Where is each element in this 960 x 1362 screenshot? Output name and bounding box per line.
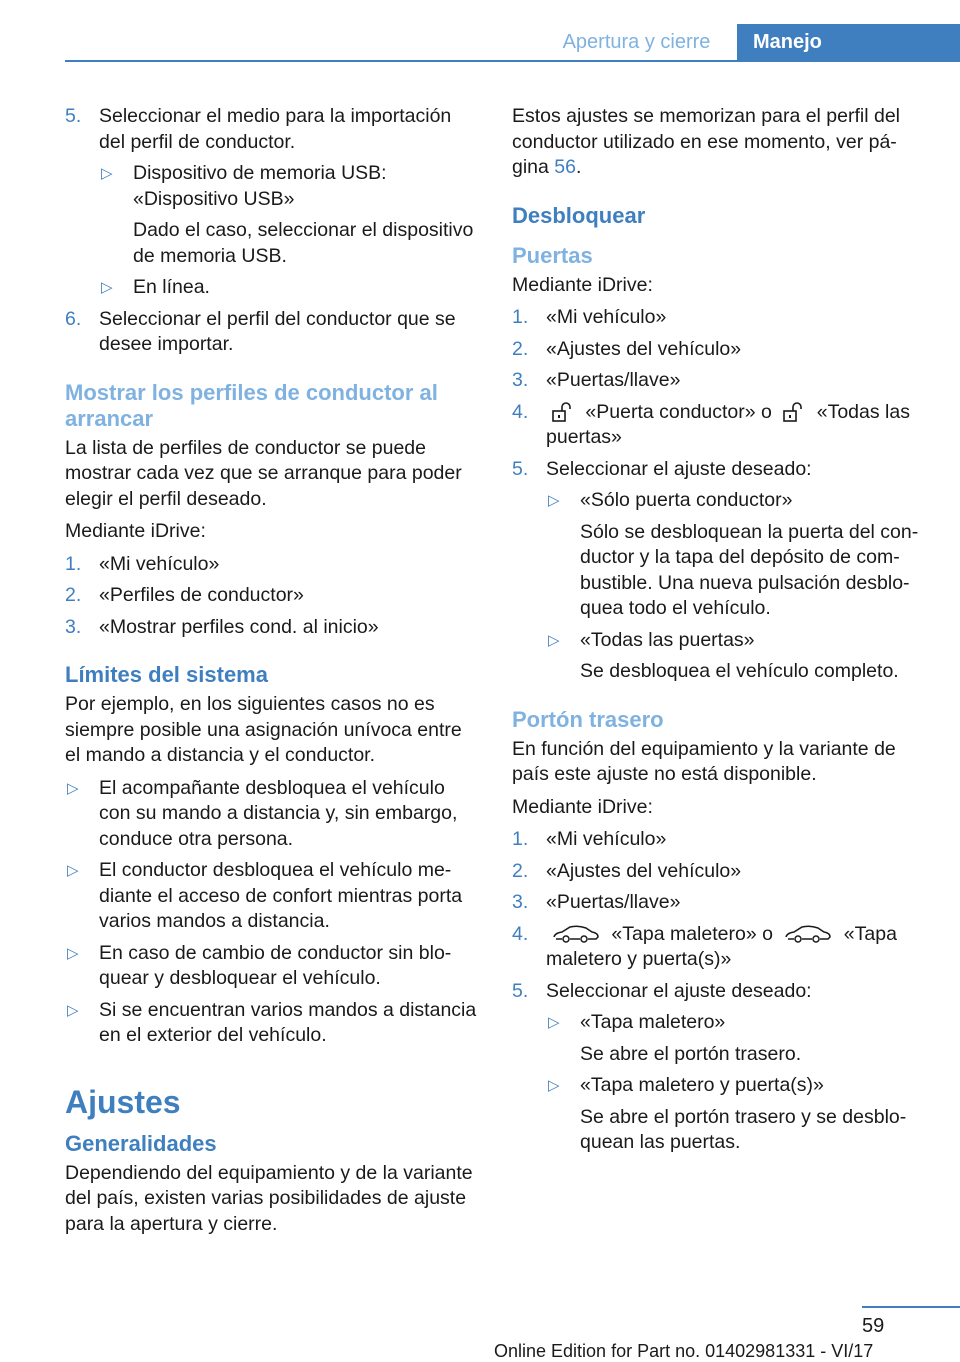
list-item — [512, 305, 932, 331]
sub-item — [99, 275, 480, 301]
sub-note: Se abre el portón trasero. — [580, 1042, 802, 1065]
list-item — [512, 368, 932, 394]
step-text: Seleccionar el medio para la importación del perfil de conductor. — [99, 105, 452, 153]
triangle-bullet-icon: ▷ — [548, 631, 560, 649]
triangle-bullet-icon: ▷ — [67, 862, 79, 879]
step-number: 4. — [512, 400, 529, 423]
step-text: «Perfiles de conductor» — [99, 584, 304, 606]
step-number: 3. — [512, 369, 529, 391]
unlock-icon — [783, 402, 805, 422]
list-item — [65, 776, 480, 853]
triangle-bullet-icon: ▷ — [67, 779, 79, 797]
section-heading: Generalidades — [65, 1130, 217, 1156]
header-chapter: Manejo — [737, 24, 960, 61]
step-number: 6. — [65, 307, 82, 330]
list-item — [65, 552, 480, 578]
step-number: 2. — [512, 859, 529, 882]
step-text: «Mi vehículo» — [546, 828, 667, 850]
step-number: 1. — [65, 552, 82, 575]
page-link[interactable]: 56 — [554, 156, 576, 178]
list-item — [512, 457, 932, 685]
triangle-bullet-icon: ▷ — [548, 492, 560, 509]
footer-rule — [862, 1306, 960, 1308]
sub-text: «Tapa maletero y puerta(s)» — [580, 1074, 824, 1096]
list-item — [65, 104, 480, 301]
section-heading: Portón trasero — [512, 706, 664, 732]
right-column — [512, 104, 932, 1163]
bullet-list — [65, 776, 480, 1049]
section-heading: Mostrar los perfiles de conductor al arrancar — [65, 379, 438, 431]
step-text: «Tapa maletero y puerta(s)» — [546, 922, 897, 970]
triangle-bullet-icon: ▷ — [101, 279, 113, 296]
chapter-heading: Ajustes — [65, 1083, 181, 1120]
sub-note: Sólo se desbloquean la puerta del con‐ ductor y la tapa del depósito de com‐ bustible. Una nueva pulsación desblo‐ quea todo el vehículo. — [580, 520, 919, 619]
car-icon — [784, 924, 832, 944]
step-text: Seleccionar el ajuste deseado: — [546, 457, 812, 480]
step-text: «Ajustes del vehículo» — [546, 337, 742, 360]
left-column — [65, 104, 480, 1244]
sub-text: Dispositivo de memoria USB: «Dispositivo USB» — [133, 162, 387, 210]
step-number: 1. — [512, 828, 529, 850]
numbered-list — [512, 827, 932, 1156]
sub-text: «Todas las puertas» — [580, 628, 755, 651]
numbered-list — [65, 552, 480, 641]
step-number: 4. — [512, 922, 529, 945]
list-item — [65, 941, 480, 992]
step-number: 2. — [65, 584, 82, 606]
list-item — [65, 583, 480, 609]
step-text: Seleccionar el perfil del conductor que se desee importar. — [99, 307, 456, 355]
step-text: «Mi vehículo» — [99, 552, 220, 575]
bullet-text: En caso de cambio de conductor sin blo‐ quear y desbloquear el vehículo. — [99, 941, 452, 989]
triangle-bullet-icon: ▷ — [548, 1077, 560, 1094]
step-text: «Puertas/llave» — [546, 369, 681, 391]
sub-note: Se abre el portón trasero y se desblo‐ quean las puertas. — [580, 1105, 907, 1153]
bullet-text: Si se encuentran varios mandos a distancia en el exterior del vehículo. — [99, 998, 477, 1046]
step-number: 5. — [512, 457, 529, 480]
step-text: «Mi vehículo» — [546, 306, 667, 328]
paragraph: En función del equipamiento y la variante de país este ajuste no está disponible. — [512, 737, 896, 785]
car-icon — [552, 924, 600, 944]
sub-item — [546, 1010, 932, 1067]
list-item — [512, 337, 932, 363]
paragraph: La lista de perfiles de conductor se puede mostrar cada vez que se arranque para poder elegir el perfil deseado. — [65, 436, 462, 510]
list-item — [512, 979, 932, 1156]
step-number: 3. — [65, 615, 82, 638]
step-text: «Mostrar perfiles cond. al inicio» — [99, 615, 379, 638]
page-number: 59 — [862, 1315, 885, 1337]
step-number: 5. — [512, 979, 529, 1002]
list-item — [65, 307, 480, 358]
step-text: «Todas las puertas» — [546, 400, 910, 448]
paragraph: Mediante iDrive: — [512, 273, 653, 296]
section-heading: Desbloquear — [512, 202, 646, 228]
paragraph — [512, 104, 932, 181]
paragraph-text: Estos ajustes se memorizan para el perfil del conductor utilizado en ese momento, ver pá‐ gina — [512, 105, 901, 178]
bullet-text: El acompañante desbloquea el vehículo con su mando a distancia y, sin embargo, conduce otra persona. — [99, 776, 458, 850]
triangle-bullet-icon: ▷ — [101, 165, 113, 182]
triangle-bullet-icon: ▷ — [67, 944, 79, 962]
sub-note: Se desbloquea el vehículo completo. — [580, 660, 899, 682]
step-number: 5. — [65, 105, 82, 127]
list-item — [512, 859, 932, 885]
paragraph: Mediante iDrive: — [512, 795, 653, 818]
paragraph: Dependiendo del equipamiento y de la variante del país, existen varias posibilidades de ajuste para la apertura y cierre. — [65, 1161, 473, 1235]
step-number: 2. — [512, 337, 529, 360]
sub-item — [546, 1073, 932, 1156]
step-number: 1. — [512, 306, 529, 328]
step-text: «Puertas/llave» — [546, 891, 681, 913]
paragraph-text: . — [576, 156, 582, 178]
sub-text: En línea. — [133, 276, 210, 298]
sub-item — [546, 488, 932, 622]
step-number: 3. — [512, 891, 529, 913]
list-item — [512, 827, 932, 853]
bullet-text: El conductor desbloquea el vehículo me‐ diante el acceso de confort mientras porta varios mandos a distancia. — [99, 859, 463, 932]
header-section: Apertura y cierre — [562, 31, 711, 53]
section-heading: Puertas — [512, 242, 593, 268]
paragraph: Mediante iDrive: — [65, 520, 206, 542]
step-text: «Tapa maletero» o — [611, 922, 773, 945]
sub-item — [99, 161, 480, 269]
step-text: Seleccionar el ajuste deseado: — [546, 979, 812, 1002]
list-item — [65, 615, 480, 641]
step-text: «Puerta conductor» o — [585, 400, 772, 423]
triangle-bullet-icon: ▷ — [67, 1001, 79, 1019]
numbered-list — [512, 305, 932, 685]
list-item — [512, 922, 932, 973]
list-item — [512, 890, 932, 916]
triangle-bullet-icon: ▷ — [548, 1014, 560, 1031]
step-text: «Ajustes del vehículo» — [546, 859, 742, 882]
sub-text: «Sólo puerta conductor» — [580, 489, 793, 511]
list-item — [65, 858, 480, 935]
list-item — [512, 400, 932, 451]
unlock-icon — [552, 402, 574, 422]
section-heading: Límites del sistema — [65, 662, 268, 687]
sub-text: «Tapa maletero» — [580, 1011, 726, 1033]
paragraph: Por ejemplo, en los siguientes casos no es siempre posible una asignación unívoca entre el mando a distancia y el conductor. — [65, 693, 462, 766]
edition-note: Online Edition for Part no. 01402981331 - VI/17 — [494, 1341, 874, 1361]
list-item — [65, 998, 480, 1049]
sub-note: Dado el caso, seleccionar el dispositivo de memoria USB. — [133, 219, 474, 267]
sub-item — [546, 628, 932, 685]
